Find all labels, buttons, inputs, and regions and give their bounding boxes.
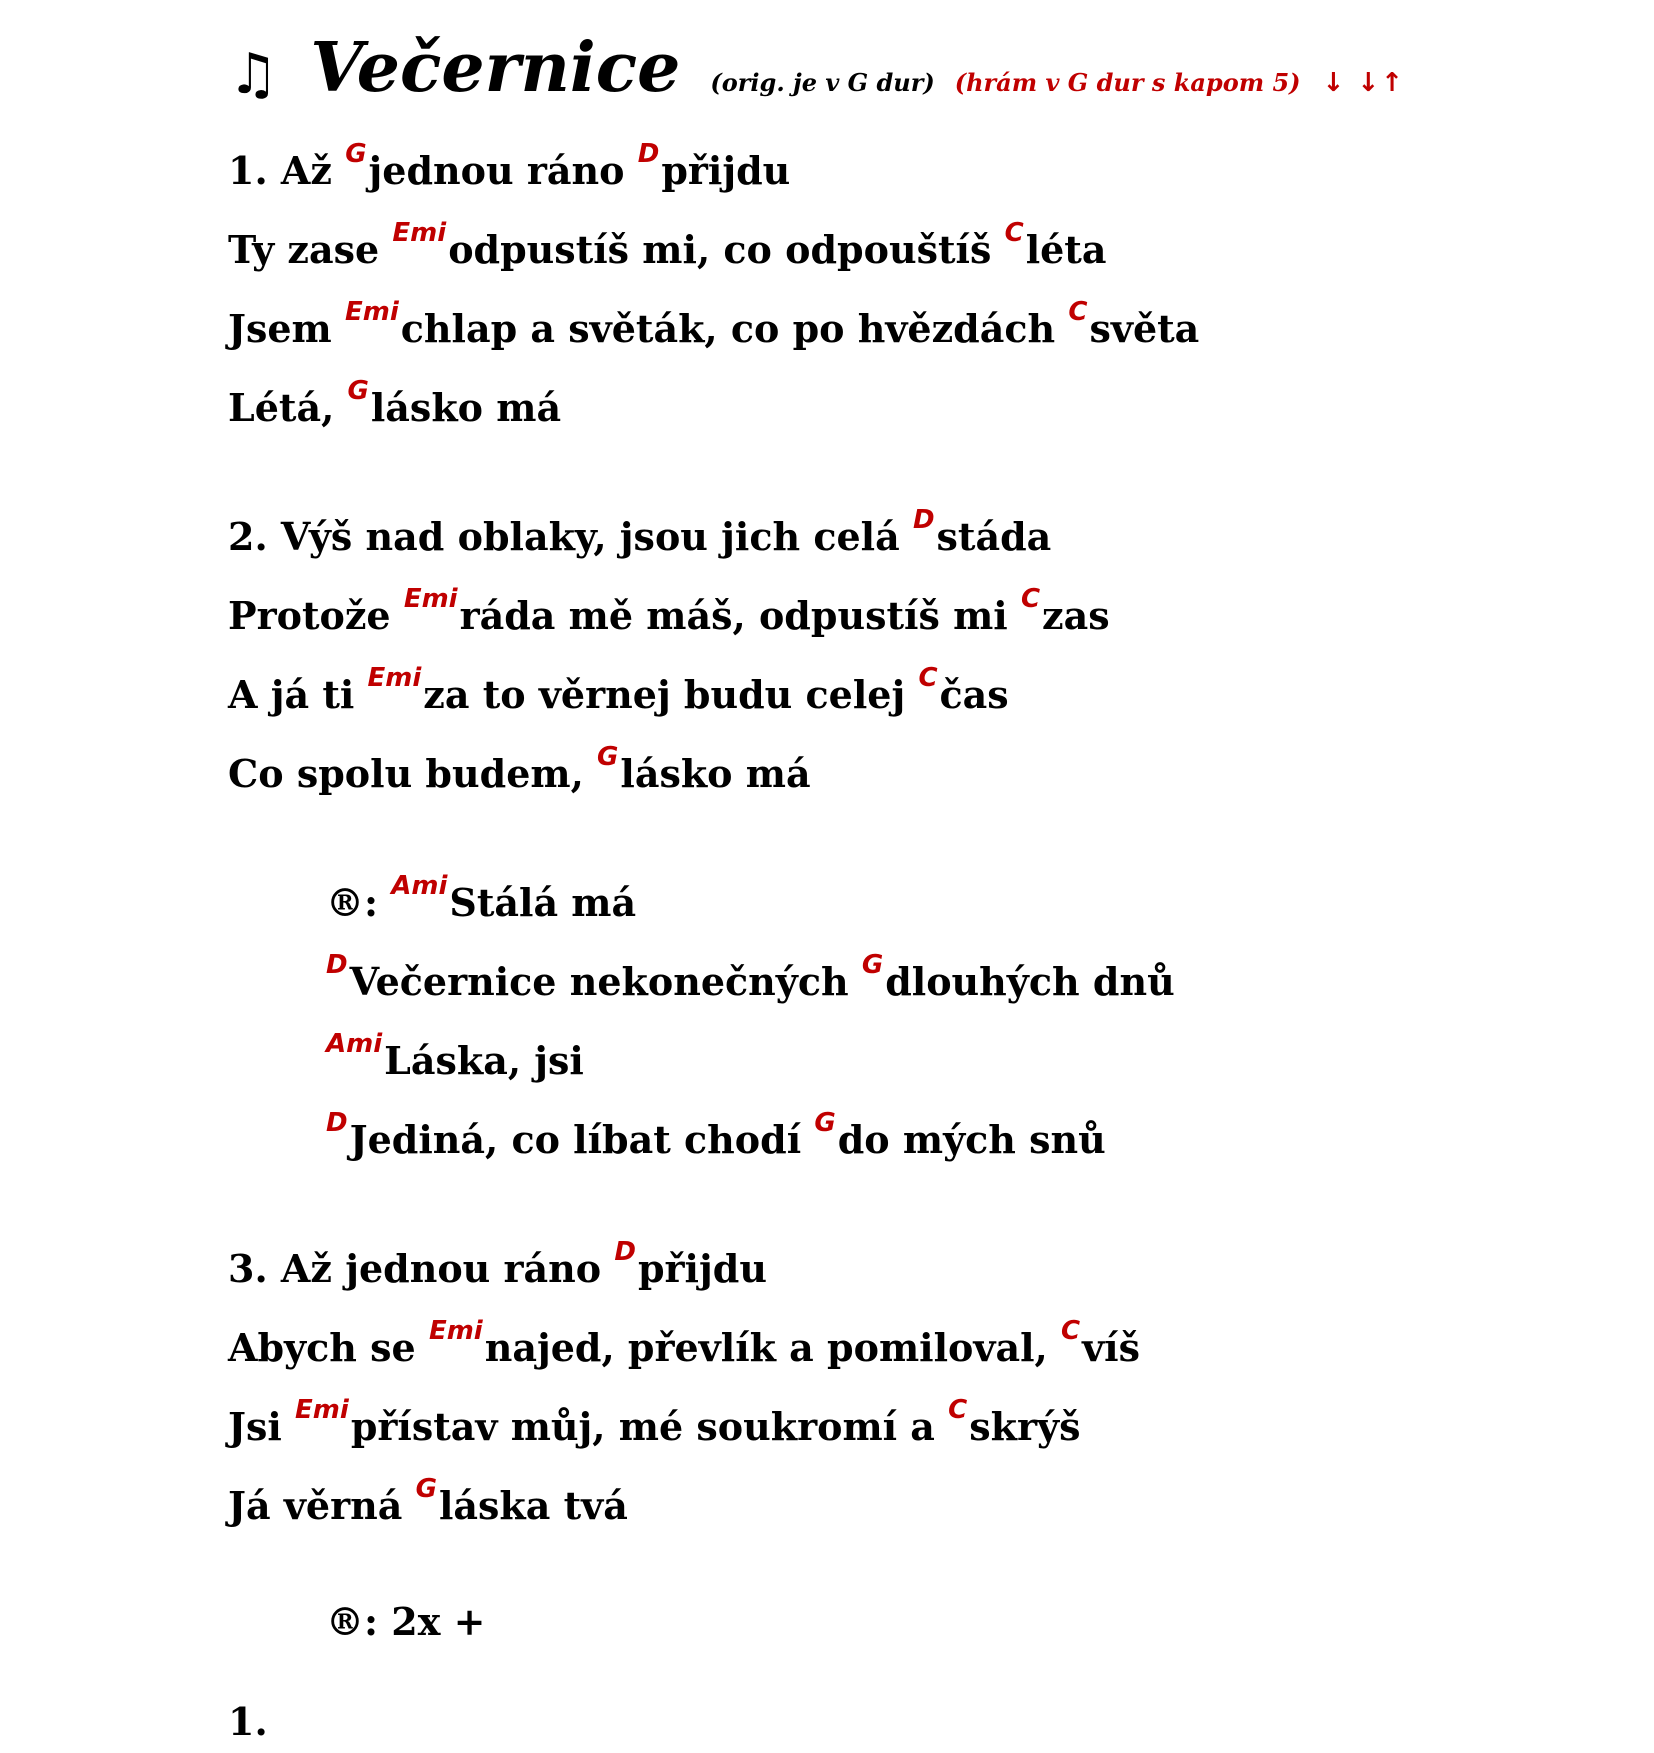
chorus-line1: [326, 871, 637, 925]
lyric: Létá,: [228, 385, 348, 430]
chord: G: [347, 376, 369, 406]
lyric: Stálá má: [449, 880, 637, 925]
verse2-line3: [228, 663, 1009, 717]
lyric: Jediná, co líbat chodí: [349, 1117, 815, 1162]
lyric: skrýš: [969, 1404, 1081, 1449]
chorus-line3: [326, 1029, 584, 1083]
chord: Emi: [428, 1316, 483, 1346]
verse1-line4: [228, 376, 562, 430]
lyric: světa: [1089, 306, 1200, 351]
chord: Ami: [326, 1029, 383, 1059]
lyric: přístav můj, mé soukromí a: [350, 1404, 949, 1449]
chord: D: [614, 1237, 636, 1267]
chord: D: [326, 1108, 348, 1138]
chord: G: [861, 950, 884, 980]
lyric: Ty zase: [228, 227, 393, 272]
lyric: zas: [1042, 593, 1110, 638]
chord: Emi: [345, 297, 399, 327]
music-note-icon: ♫: [228, 42, 279, 107]
verse3-line1: [228, 1237, 767, 1291]
chord: C: [918, 663, 938, 693]
chord: C: [1004, 218, 1024, 248]
lyric: dlouhých dnů: [885, 959, 1175, 1004]
played-key: (hrám v G dur s kapom 5): [954, 68, 1301, 97]
chorus-line2: [326, 950, 1175, 1004]
lyric: Abych se: [228, 1325, 429, 1370]
verse1-line2: [228, 218, 1107, 272]
lyric: lásko má: [370, 385, 562, 430]
lyric: 3. Až jednou ráno: [228, 1246, 615, 1291]
chord: Emi: [392, 218, 447, 248]
verse2-line4: [228, 742, 811, 796]
chord: C: [948, 1395, 968, 1425]
verse2-line2: [228, 584, 1110, 638]
lyric: 1. Až: [228, 148, 346, 193]
chord: D: [912, 505, 935, 535]
song-title: Večernice: [310, 28, 681, 108]
lyric: Jsem: [228, 306, 345, 351]
lyric: do mých snů: [837, 1117, 1106, 1162]
chord: G: [814, 1108, 836, 1138]
verse3-line2: [228, 1316, 1140, 1370]
strum-pattern: ↓ ↓↑: [1322, 68, 1405, 98]
chord: D: [326, 950, 348, 980]
lyric: chlap a světák, co po hvězdách: [400, 306, 1069, 351]
chord: G: [415, 1474, 437, 1504]
lyric: odpustíš mi, co odpouštíš: [448, 227, 1005, 272]
chorus-symbol: ®:: [326, 880, 392, 925]
ending-marker: 1.: [228, 1699, 268, 1744]
lyric: Protože: [228, 593, 404, 638]
lyric: najed, převlík a pomiloval,: [484, 1325, 1061, 1370]
verse2-line1: [228, 505, 1052, 559]
lyric: léta: [1025, 227, 1107, 272]
lyric: stáda: [936, 514, 1052, 559]
lyric: čas: [939, 672, 1009, 717]
verse1-line1: [228, 139, 791, 193]
chord: Emi: [403, 584, 458, 614]
chord: G: [345, 139, 367, 169]
song-header: [228, 28, 1405, 118]
lyric: láska tvá: [438, 1483, 628, 1528]
chorus-line4: [326, 1108, 1106, 1162]
chorus-repeat: ®: 2x +: [326, 1599, 486, 1644]
lyric: přijdu: [661, 148, 791, 193]
chord: G: [597, 742, 619, 772]
verse3-line3: [228, 1395, 1081, 1449]
original-key: (orig. je v G dur): [710, 68, 935, 97]
lyric: 2. Výš nad oblaky, jsou jich celá: [228, 514, 913, 559]
chord: Emi: [367, 663, 422, 693]
lyric: Co spolu budem,: [228, 751, 598, 796]
verse1-line3: [228, 297, 1200, 351]
verse3-line4: [228, 1474, 628, 1528]
lyric: Večernice nekonečných: [349, 959, 862, 1004]
chord: C: [1020, 584, 1041, 614]
chord: C: [1060, 1316, 1081, 1346]
lyric: Já věrná: [228, 1483, 416, 1528]
lyric: ráda mě máš, odpustíš mi: [459, 593, 1021, 638]
lyric: přijdu: [637, 1246, 767, 1291]
lyric: za to věrnej budu celej: [423, 672, 919, 717]
lyric: jednou ráno: [368, 148, 638, 193]
chord: D: [637, 139, 660, 169]
lyric: víš: [1082, 1325, 1140, 1370]
chord: C: [1068, 297, 1088, 327]
lyric: Láska, jsi: [384, 1038, 584, 1083]
chord: Ami: [391, 871, 448, 901]
lyric: lásko má: [620, 751, 811, 796]
chord: Emi: [295, 1395, 349, 1425]
lyric: A já ti: [228, 672, 368, 717]
lyric: Jsi: [228, 1404, 296, 1449]
